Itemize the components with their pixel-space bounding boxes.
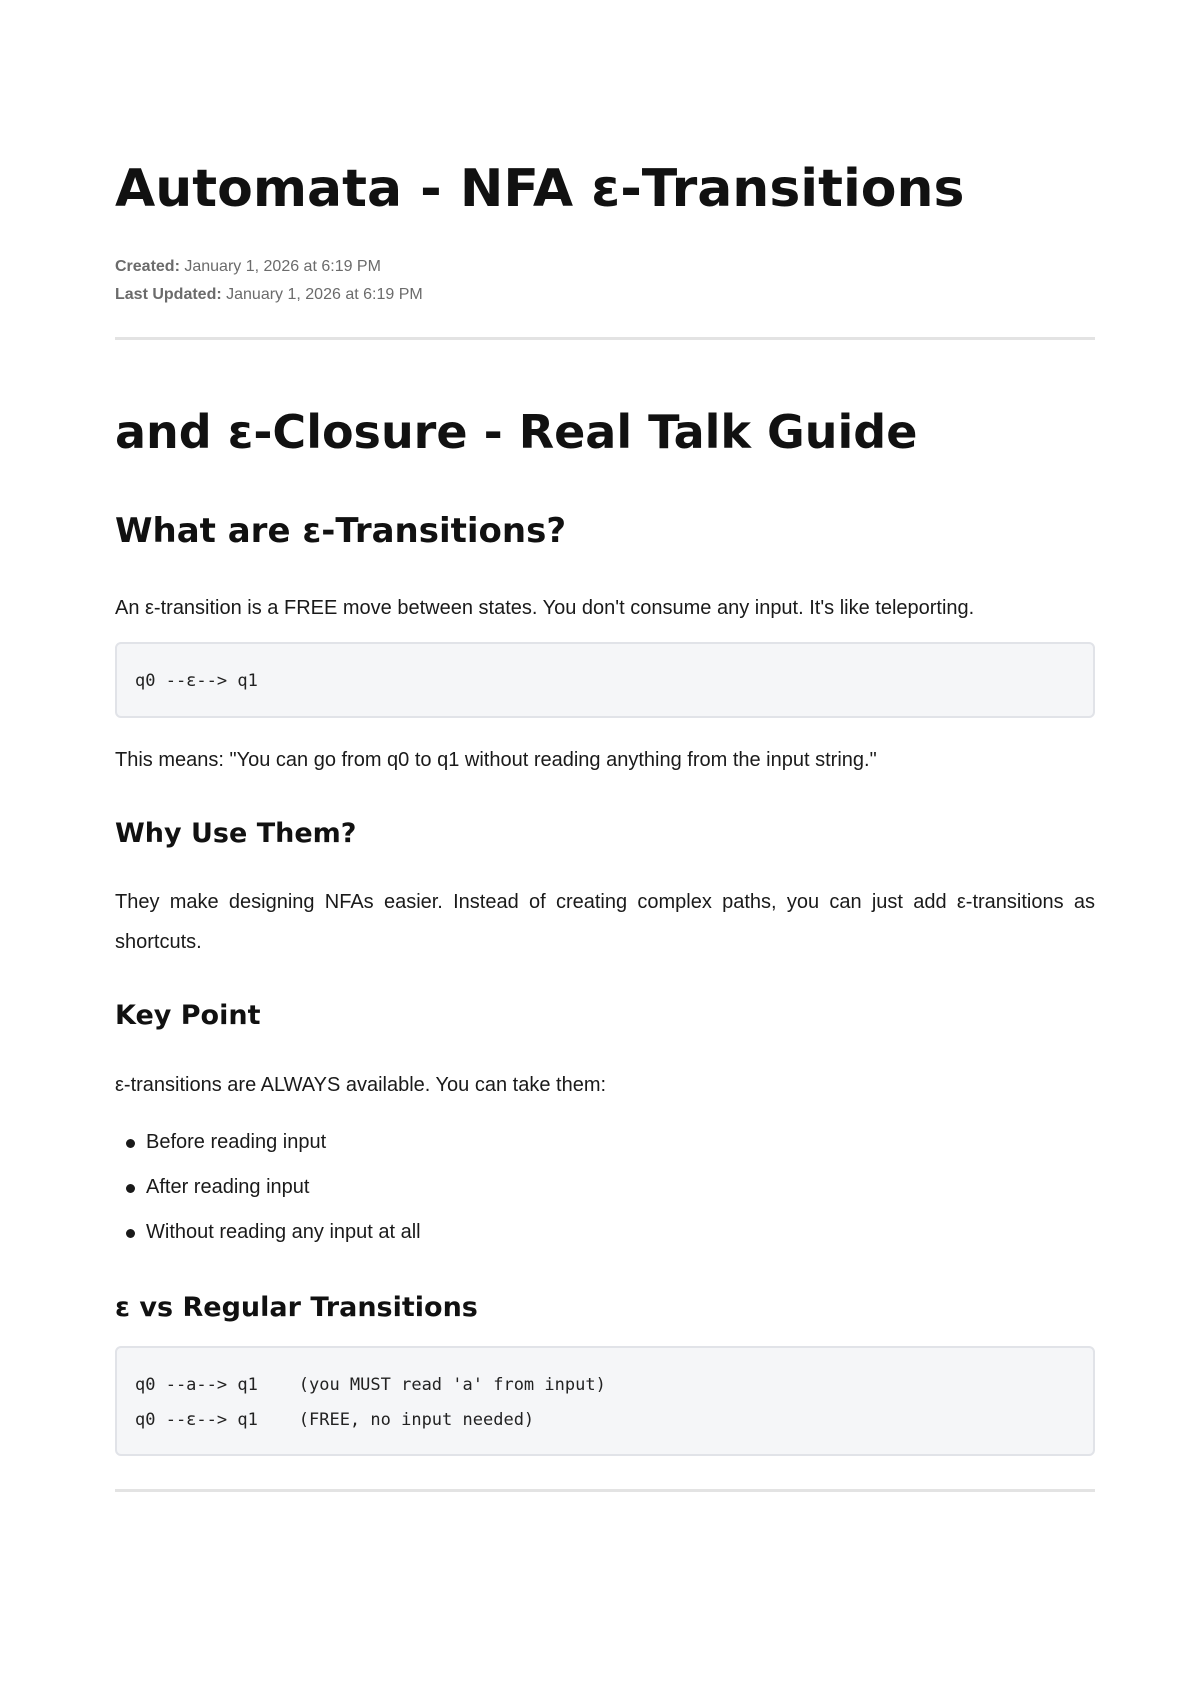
main-heading: and ε-Closure - Real Talk Guide bbox=[115, 405, 918, 459]
created-meta bbox=[115, 257, 381, 277]
heading-what-are-e-transitions: What are ε-Transitions? bbox=[115, 511, 567, 551]
list-item-text: After reading input bbox=[146, 1176, 310, 1198]
list-item-text: Before reading input bbox=[146, 1131, 327, 1153]
list-item bbox=[115, 1165, 421, 1210]
bottom-divider bbox=[115, 1489, 1095, 1492]
code-block-comparison bbox=[115, 1346, 1095, 1456]
created-value: January 1, 2026 at 6:19 PM bbox=[184, 258, 381, 275]
updated-meta bbox=[115, 285, 423, 305]
paragraph-why: They make designing NFAs easier. Instead of creating complex paths, you can just add ε-transitions as shortcuts. bbox=[115, 891, 1095, 953]
created-label: Created: bbox=[115, 258, 180, 275]
list-item bbox=[115, 1120, 421, 1165]
code-line: q0 --ε--> q1 (FREE, no input needed) bbox=[135, 1410, 535, 1430]
key-point-list bbox=[115, 1120, 421, 1255]
heading-key-point: Key Point bbox=[115, 1000, 261, 1031]
updated-value: January 1, 2026 at 6:19 PM bbox=[226, 286, 423, 303]
list-item bbox=[115, 1210, 421, 1255]
bullet-icon bbox=[126, 1139, 135, 1148]
top-divider bbox=[115, 337, 1095, 340]
document-title: Automata - NFA ε-Transitions bbox=[115, 159, 965, 219]
heading-e-vs-regular: ε vs Regular Transitions bbox=[115, 1292, 478, 1323]
bullet-icon bbox=[126, 1229, 135, 1238]
heading-why-use-them: Why Use Them? bbox=[115, 818, 357, 849]
paragraph-explanation: This means: "You can go from q0 to q1 without reading anything from the input string." bbox=[115, 749, 877, 771]
list-item-text: Without reading any input at all bbox=[146, 1221, 421, 1243]
bullet-icon bbox=[126, 1184, 135, 1193]
updated-label: Last Updated: bbox=[115, 286, 222, 303]
paragraph-key-point: ε-transitions are ALWAYS available. You can take them: bbox=[115, 1074, 607, 1096]
code-block-e-transition: q0 --ε--> q1 bbox=[115, 642, 1095, 718]
paragraph-intro: An ε-transition is a FREE move between states. You don't consume any input. It's like teleporting. bbox=[115, 597, 975, 619]
code-line: q0 --a--> q1 (you MUST read 'a' from input) bbox=[135, 1375, 606, 1395]
